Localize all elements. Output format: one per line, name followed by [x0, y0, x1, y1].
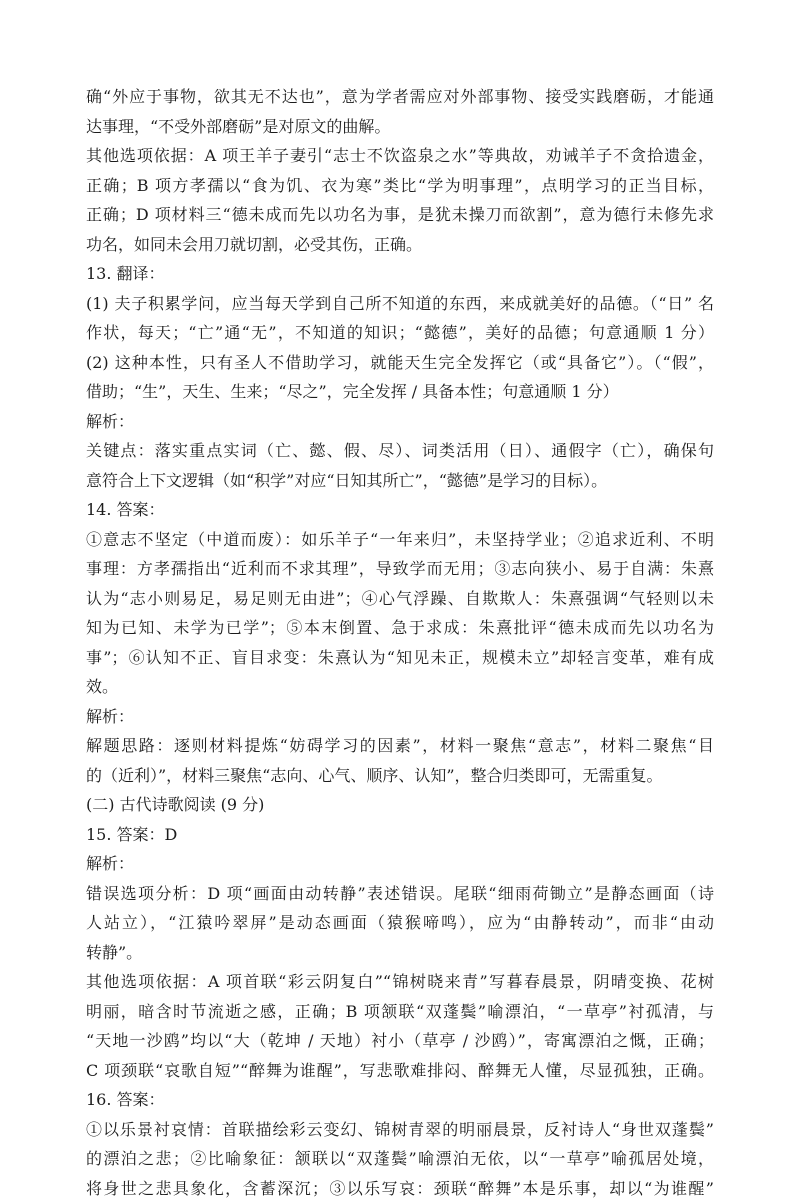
text-line: 达事理，“不受外部磨砺”是对原文的曲解。: [86, 112, 714, 142]
text-line: 关键点：落实重点实词（亡、懿、假、尽）、词类活用（日）、通假字（亡），确保句: [86, 436, 714, 466]
text-line: 正确；D 项材料三“德未成而先以功名为事，是犹未操刀而欲割”，意为德行未修先求: [86, 200, 714, 230]
text-line: 认为“志小则易足，易足则无由进”；④心气浮躁、自欺欺人：朱熹强调“气轻则以未: [86, 584, 714, 614]
question-heading: 13. 翻译：: [86, 259, 714, 289]
text-line: (1) 夫子积累学问，应当每天学到自己所不知道的东西，来成就美好的品德。（“日” 名: [86, 289, 714, 319]
section-heading: (二) 古代诗歌阅读 (9 分): [86, 790, 714, 820]
text-line: 转静”。: [86, 938, 714, 968]
text-line: 功名，如同未会用刀就切割，必受其伤，正确。: [86, 230, 714, 260]
text-line: 事理：方孝孺指出“近利而不求其理”，导致学而无用；③志向狭小、易于自满：朱熹: [86, 554, 714, 584]
text-line: 将身世之悲具象化，含蓄深沉；③以乐写哀：颈联“醉舞”本是乐事，却以“为谁醒”: [86, 1174, 714, 1203]
question-heading: 15. 答案：D: [86, 820, 714, 850]
text-line: 效。: [86, 672, 714, 702]
text-line: 错误选项分析：D 项“画面由动转静”表述错误。尾联“细雨荷锄立”是静态画面（诗: [86, 879, 714, 909]
text-line: 明丽，暗含时节流逝之感，正确；B 项颔联“双蓬鬓”喻漂泊，“一草亭”衬孤清，与: [86, 997, 714, 1027]
text-line: 意符合上下文逻辑（如“积学”对应“日知其所亡”，“懿德”是学习的目标）。: [86, 466, 714, 496]
text-line: 事”；⑥认知不正、盲目求变：朱熹认为“知见未正，规模未立”却轻言变革，难有成: [86, 643, 714, 673]
text-line: 其他选项依据：A 项王羊子妻引“志士不饮盗泉之水”等典故，劝诫羊子不贪拾遗金，: [86, 141, 714, 171]
text-line: 确“外应于事物，欲其无不达也”，意为学者需应对外部事物、接受实践磨砺，才能通: [86, 82, 714, 112]
text-line: C 项颈联“哀歌自短”“醉舞为谁醒”，写悲歌难排闷、醉舞无人懂，尽显孤独，正确。: [86, 1056, 714, 1086]
text-line: 的（近利）”，材料三聚焦“志向、心气、顺序、认知”，整合归类即可，无需重复。: [86, 761, 714, 791]
text-line: ①以乐景衬哀情：首联描绘彩云变幻、锦树青翠的明丽晨景，反衬诗人“身世双蓬鬓”: [86, 1115, 714, 1145]
text-line: 其他选项依据：A 项首联“彩云阴复白”“锦树晓来青”写暮春晨景，阴晴变换、花树: [86, 967, 714, 997]
text-line: 解题思路：逐则材料提炼“妨碍学习的因素”，材料一聚焦“意志”，材料二聚焦“目: [86, 731, 714, 761]
text-line: 作状，每天；“亡”通“无”，不知道的知识；“懿德”，美好的品德；句意通顺 1 分）: [86, 318, 714, 348]
text-line: “天地一沙鸥”均以“大（乾坤 / 天地）衬小（草亭 / 沙鸥）”，寄寓漂泊之慨，正确；: [86, 1026, 714, 1056]
analysis-label: 解析：: [86, 702, 714, 732]
text-line: (2) 这种本性，只有圣人不借助学习，就能天生完全发挥它（或“具备它”）。（“假”，: [86, 348, 714, 378]
analysis-label: 解析：: [86, 849, 714, 879]
analysis-label: 解析：: [86, 407, 714, 437]
question-heading: 14. 答案：: [86, 495, 714, 525]
text-line: 知为已知、未学为已学”；⑤本末倒置、急于求成：朱熹批评“德未成而先以功名为: [86, 613, 714, 643]
text-line: 的漂泊之悲；②比喻象征：颔联以“双蓬鬓”喻漂泊无依，以“一草亭”喻孤居处境，: [86, 1144, 714, 1174]
question-heading: 16. 答案：: [86, 1085, 714, 1115]
text-line: 人站立），“江猿吟翠屏”是动态画面（猿猴啼鸣），应为“由静转动”，而非“由动: [86, 908, 714, 938]
text-line: 借助；“生”，天生、生来；“尽之”，完全发挥 / 具备本性；句意通顺 1 分）: [86, 377, 714, 407]
text-line: ①意志不坚定（中道而废）：如乐羊子“一年来归”，未坚持学业；②追求近利、不明: [86, 525, 714, 555]
text-line: 正确；B 项方孝孺以“食为饥、衣为寒”类比“学为明事理”，点明学习的正当目标，: [86, 171, 714, 201]
